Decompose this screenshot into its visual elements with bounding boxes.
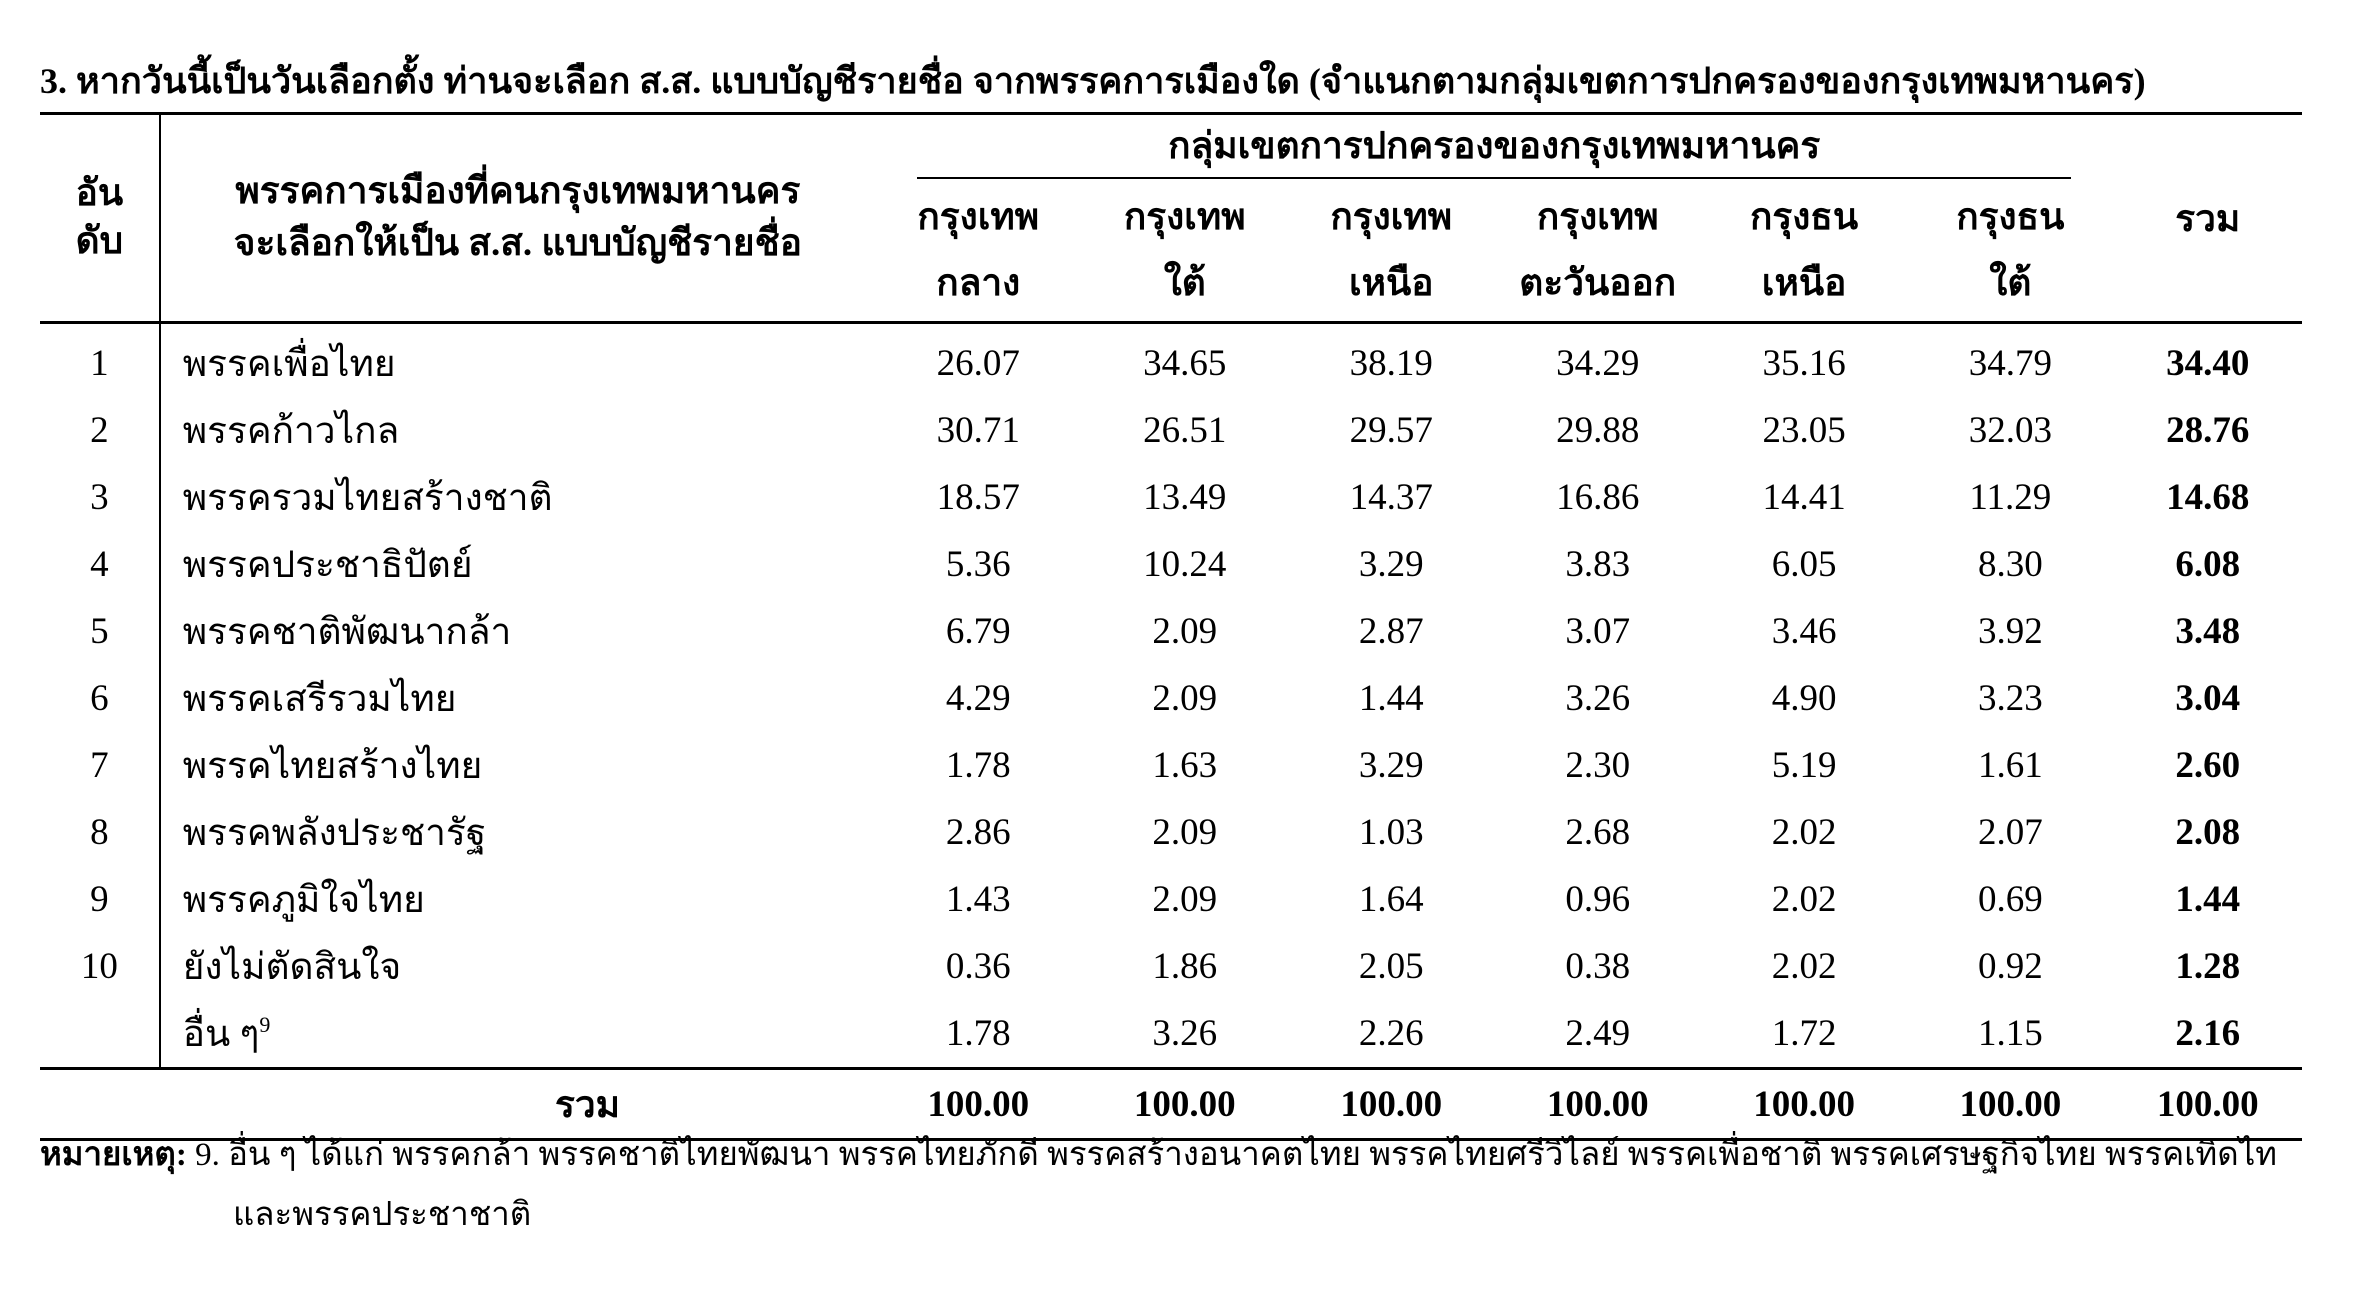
value-cell: 13.49 [1143, 477, 1227, 518]
rank-cell: 5 [40, 598, 160, 665]
value-cell: 3.23 [1977, 678, 2043, 719]
note-label: หมายเหตุ: [40, 1137, 187, 1173]
party-name: อื่น ๆ [182, 1014, 260, 1055]
value-cell: 3.26 [1565, 678, 1631, 719]
party-cell: ยังไม่ตัดสินใจ [182, 947, 402, 988]
table-row [40, 323, 2302, 398]
value-cell: 14.41 [1762, 477, 1846, 518]
rank-cell: 2 [40, 397, 160, 464]
value-cell: 3.29 [1358, 745, 1424, 786]
party-cell: พรรคประชาธิปัตย์ [182, 545, 473, 586]
value-cell: 16.86 [1556, 477, 1640, 518]
zone-header-line2: ใต้ [1989, 263, 2032, 304]
table-row [40, 732, 2302, 799]
total-cell: 2.16 [2175, 1013, 2241, 1054]
value-cell: 34.65 [1143, 343, 1227, 384]
value-cell: 2.05 [1358, 946, 1424, 987]
party-cell: พรรคพลังประชารัฐ [182, 813, 487, 854]
value-cell: 4.29 [945, 678, 1011, 719]
table-row [40, 866, 2302, 933]
value-cell: 2.86 [945, 812, 1011, 853]
value-cell: 2.02 [1771, 879, 1837, 920]
value-cell: 11.29 [1969, 477, 2052, 518]
value-cell: 1.78 [945, 745, 1011, 786]
sum-value-cell: 100.00 [1546, 1083, 1649, 1125]
value-cell: 2.07 [1977, 812, 2043, 853]
rank-cell: 3 [40, 464, 160, 531]
party-cell: พรรคก้าวไกล [182, 411, 400, 452]
zone-group-label: กลุ่มเขตการปกครองของกรุงเทพมหานคร [917, 117, 2071, 179]
rank-cell: 6 [40, 665, 160, 732]
value-cell: 34.29 [1556, 343, 1640, 384]
value-cell: 1.61 [1977, 745, 2043, 786]
title-text: . หากวันนี้เป็นวันเลือกตั้ง ท่านจะเลือก ส.ส. แบบบัญชีรายชื่อ จากพรรคการเมืองใด (จำแนกตามกลุ่มเขตการปกครองของกรุงเทพมหานคร) [58, 61, 2146, 101]
value-cell: 0.92 [1977, 946, 2043, 987]
sum-value-cell: 100.00 [1340, 1083, 1443, 1125]
title-number: 3 [40, 61, 58, 101]
footnote-line2: และพรรคประชาชาติ [233, 1197, 532, 1233]
value-cell: 3.46 [1771, 611, 1837, 652]
table-row [40, 1000, 2302, 1069]
table-row [40, 665, 2302, 732]
value-cell: 1.64 [1358, 879, 1424, 920]
table-row [40, 598, 2302, 665]
value-cell: 2.09 [1152, 678, 1218, 719]
zone-header-line1: กรุงเทพ [1330, 197, 1453, 238]
value-cell: 5.19 [1771, 745, 1837, 786]
value-cell: 29.88 [1556, 410, 1640, 451]
value-cell: 3.26 [1152, 1013, 1218, 1054]
total-cell: 3.04 [2175, 678, 2241, 719]
zone-header-south [1082, 181, 1288, 323]
value-cell: 1.15 [1977, 1013, 2043, 1054]
total-cell: 3.48 [2175, 611, 2241, 652]
zone-header-north [1288, 181, 1494, 323]
value-cell: 1.03 [1358, 812, 1424, 853]
zone-group-header [875, 114, 2113, 182]
value-cell: 35.16 [1762, 343, 1846, 384]
zone-header-central [875, 181, 1081, 323]
value-cell: 1.63 [1152, 745, 1218, 786]
value-cell: 1.78 [945, 1013, 1011, 1054]
sum-value-cell: 100.00 [1959, 1083, 2062, 1125]
rank-cell: 8 [40, 799, 160, 866]
party-cell: พรรคภูมิใจไทย [182, 880, 425, 921]
sum-value-cell: 100.00 [1753, 1083, 1855, 1125]
value-cell: 26.51 [1143, 410, 1227, 451]
party-header [160, 114, 875, 323]
party-cell: พรรคเสรีรวมไทย [182, 679, 457, 720]
value-cell: 3.07 [1565, 611, 1631, 652]
table-row [40, 799, 2302, 866]
value-cell: 30.71 [936, 410, 1020, 451]
rank-cell: 1 [40, 323, 160, 398]
party-header-line1: พรรคการเมืองที่คนกรุงเทพมหานคร [235, 171, 801, 212]
value-cell: 1.72 [1771, 1013, 1837, 1054]
total-header: รวม [2175, 198, 2241, 240]
zone-header-line1: กรุงเทพ [917, 197, 1040, 238]
footnote-line1 [40, 1125, 2360, 1185]
sum-label: รวม [554, 1084, 621, 1126]
zone-header-thonburi-north [1701, 181, 1907, 323]
value-cell: 4.90 [1771, 678, 1837, 719]
total-cell: 34.40 [2166, 343, 2250, 384]
zone-header-line1: กรุงเทพ [1123, 197, 1246, 238]
party-cell: พรรครวมไทยสร้างชาติ [182, 478, 553, 519]
rank-cell: 7 [40, 732, 160, 799]
total-cell: 14.68 [2166, 477, 2250, 518]
party-header-line2: จะเลือกให้เป็น ส.ส. แบบบัญชีรายชื่อ [233, 223, 802, 264]
value-cell: 0.96 [1565, 879, 1631, 920]
total-cell: 2.08 [2175, 812, 2241, 853]
value-cell: 14.37 [1349, 477, 1433, 518]
value-cell: 1.43 [945, 879, 1011, 920]
zone-header-line2: เหนือ [1761, 263, 1847, 304]
rank-cell: 4 [40, 531, 160, 598]
value-cell: 10.24 [1143, 544, 1227, 585]
zone-header-line2: กลาง [936, 263, 1021, 304]
rank-header [40, 114, 160, 323]
zone-header-line1: กรุงธน [1749, 197, 1859, 238]
table-title [40, 55, 2146, 107]
footnote-block [40, 1125, 2360, 1245]
value-cell: 3.83 [1565, 544, 1631, 585]
total-cell: 1.44 [2175, 879, 2241, 920]
table-row [40, 933, 2302, 1000]
value-cell: 2.87 [1358, 611, 1424, 652]
value-cell: 26.07 [936, 343, 1020, 384]
value-cell: 2.02 [1771, 812, 1837, 853]
zone-header-east [1494, 181, 1700, 323]
sum-value-cell: 100.00 [927, 1083, 1030, 1125]
value-cell: 0.69 [1977, 879, 2043, 920]
value-cell: 38.19 [1349, 343, 1433, 384]
header-row-1 [40, 114, 2302, 182]
party-cell [160, 1000, 875, 1069]
value-cell: 29.57 [1349, 410, 1433, 451]
value-cell: 2.02 [1771, 946, 1837, 987]
zone-header-line1: กรุงธน [1956, 197, 2065, 238]
results-table [40, 112, 2302, 1141]
value-cell: 2.09 [1152, 611, 1218, 652]
value-cell: 18.57 [936, 477, 1020, 518]
value-cell: 8.30 [1977, 544, 2043, 585]
table-row [40, 531, 2302, 598]
rank-cell [40, 1000, 160, 1069]
table-row [40, 464, 2302, 531]
value-cell: 34.79 [1968, 343, 2052, 384]
total-cell: 28.76 [2166, 410, 2250, 451]
value-cell: 2.09 [1152, 812, 1218, 853]
zone-header-thonburi-south [1907, 181, 2113, 323]
value-cell: 0.38 [1565, 946, 1631, 987]
value-cell: 3.29 [1358, 544, 1424, 585]
sum-value-cell: 100.00 [1133, 1083, 1236, 1125]
total-cell: 1.28 [2175, 946, 2241, 987]
party-cell: พรรคชาติพัฒนากล้า [182, 612, 512, 653]
rank-header-line1: อัน [75, 173, 124, 214]
value-cell: 0.36 [945, 946, 1011, 987]
value-cell: 1.86 [1152, 946, 1218, 987]
total-cell: 2.60 [2175, 745, 2241, 786]
value-cell: 1.44 [1358, 678, 1424, 719]
rank-cell: 10 [40, 933, 160, 1000]
party-cell: พรรคไทยสร้างไทย [182, 746, 483, 787]
rank-header-line2: ดับ [75, 221, 124, 262]
rank-cell: 9 [40, 866, 160, 933]
value-cell: 32.03 [1968, 410, 2052, 451]
zone-header-line2: ตะวันออก [1519, 263, 1677, 304]
value-cell: 2.30 [1565, 745, 1631, 786]
value-cell: 6.79 [945, 611, 1011, 652]
footnote-marker: 9 [259, 1012, 271, 1037]
note-text-line1: 9. อื่น ๆ ได้แก่ พรรคกล้า พรรคชาติไทยพัฒนา พรรคไทยภักดี พรรคสร้างอนาคตไทย พรรคไทยศรีวิไลย์ พรรคเพื่อชาติ พรรคเศรษฐกิจไทย พรรคเทิดไท [186, 1137, 2278, 1173]
value-cell: 6.05 [1771, 544, 1837, 585]
zone-header-line2: เหนือ [1348, 263, 1434, 304]
total-cell: 6.08 [2175, 544, 2241, 585]
sum-total-cell: 100.00 [2156, 1083, 2259, 1125]
zone-header-line2: ใต้ [1163, 263, 1206, 304]
table-row [40, 397, 2302, 464]
value-cell: 2.09 [1152, 879, 1218, 920]
value-cell: 2.26 [1358, 1013, 1424, 1054]
value-cell: 2.49 [1565, 1013, 1631, 1054]
party-cell: พรรคเพื่อไทย [182, 344, 396, 385]
zone-header-line1: กรุงเทพ [1536, 197, 1659, 238]
value-cell: 2.68 [1565, 812, 1631, 853]
value-cell: 23.05 [1762, 410, 1846, 451]
value-cell: 3.92 [1977, 611, 2043, 652]
value-cell: 5.36 [945, 544, 1011, 585]
